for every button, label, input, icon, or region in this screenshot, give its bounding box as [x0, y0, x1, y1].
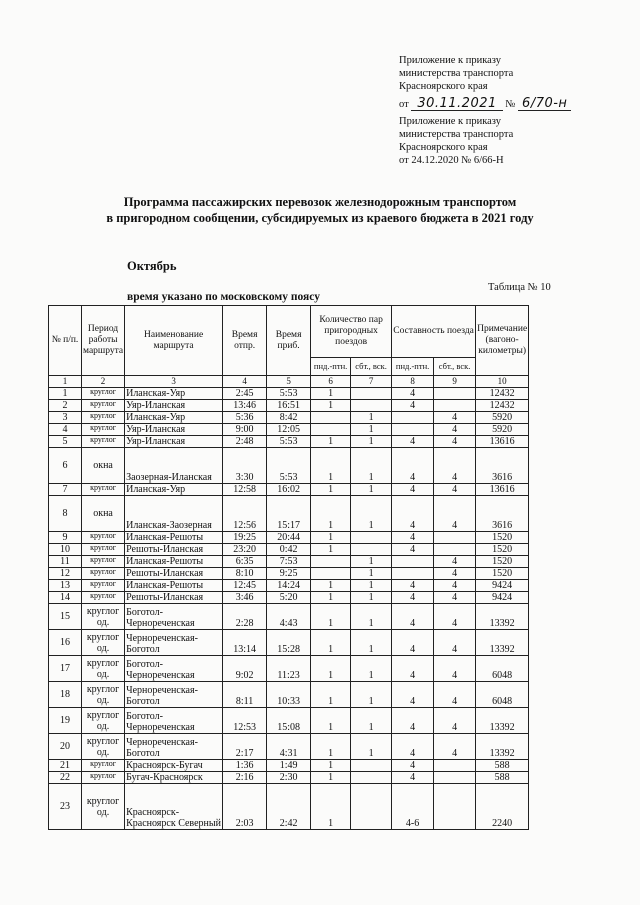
cell-route: Иланская-Решоты — [125, 532, 223, 544]
cell-route: Красноярск-Бугач — [125, 760, 223, 772]
cell-pairs-weekends — [351, 388, 392, 400]
cell-arrival: 16:02 — [267, 484, 311, 496]
cell-composition-weekdays: 4 — [392, 448, 434, 484]
cell-route: Боготол-Чернореченская — [125, 708, 223, 734]
cell-arrival: 4:31 — [267, 734, 311, 760]
approval-line: министерства транспорта — [399, 68, 514, 79]
column-number: 10 — [476, 376, 529, 388]
cell-pairs-weekdays: 1 — [311, 734, 351, 760]
cell-arrival: 5:53 — [267, 448, 311, 484]
cell-pairs-weekends: 1 — [351, 484, 392, 496]
cell-pairs-weekends: 1 — [351, 412, 392, 424]
header-train-pairs: Количество пар пригородных поездов — [311, 306, 392, 358]
cell-route: Чернореченская-Боготол — [125, 734, 223, 760]
cell-number: 14 — [49, 592, 82, 604]
cell-arrival: 1:49 — [267, 760, 311, 772]
header-num: № п/п. — [49, 306, 82, 376]
cell-pairs-weekdays: 1 — [311, 448, 351, 484]
cell-pairs-weekdays — [311, 424, 351, 436]
cell-pairs-weekdays: 1 — [311, 708, 351, 734]
table-row — [49, 734, 529, 760]
cell-pairs-weekends: 1 — [351, 592, 392, 604]
column-number: 2 — [82, 376, 125, 388]
column-number: 7 — [351, 376, 392, 388]
cell-arrival: 15:17 — [267, 496, 311, 532]
cell-number: 23 — [49, 784, 82, 830]
cell-arrival: 15:08 — [267, 708, 311, 734]
cell-composition-weekdays: 4 — [392, 436, 434, 448]
cell-pairs-weekends: 1 — [351, 630, 392, 656]
cell-pairs-weekdays: 1 — [311, 604, 351, 630]
header-weekends: сбт., вск. — [351, 358, 392, 376]
cell-period: круглог — [82, 556, 125, 568]
cell-period: круглог — [82, 388, 125, 400]
cell-pairs-weekends — [351, 772, 392, 784]
cell-route: Иланская-Решоты — [125, 556, 223, 568]
cell-composition-weekdays: 4 — [392, 656, 434, 682]
header-note: Примечание (вагоно-километры) — [476, 306, 529, 376]
cell-route: Иланская-Решоты — [125, 580, 223, 592]
cell-note: 5920 — [476, 424, 529, 436]
cell-number: 10 — [49, 544, 82, 556]
header-departure: Время отпр. — [223, 306, 267, 376]
cell-composition-weekends: 4 — [434, 448, 476, 484]
cell-departure: 2:45 — [223, 388, 267, 400]
table-row — [49, 484, 529, 496]
cell-note: 13616 — [476, 484, 529, 496]
schedule-rows — [49, 388, 529, 830]
cell-period: круглог од. — [82, 656, 125, 682]
cell-period: круглог од. — [82, 682, 125, 708]
cell-number: 8 — [49, 496, 82, 532]
cell-composition-weekdays: 4 — [392, 544, 434, 556]
cell-arrival: 10:33 — [267, 682, 311, 708]
cell-arrival: 2:42 — [267, 784, 311, 830]
cell-period: круглог од. — [82, 734, 125, 760]
cell-composition-weekdays: 4 — [392, 484, 434, 496]
cell-composition-weekdays: 4 — [392, 772, 434, 784]
cell-period: окна — [82, 496, 125, 532]
cell-pairs-weekdays: 1 — [311, 388, 351, 400]
cell-period: круглог — [82, 532, 125, 544]
cell-pairs-weekends: 1 — [351, 448, 392, 484]
timezone-note: время указано по московскому поясу — [127, 291, 320, 303]
cell-arrival: 20:44 — [267, 532, 311, 544]
cell-route: Иланская-Уяр — [125, 412, 223, 424]
cell-pairs-weekdays: 1 — [311, 532, 351, 544]
table-row — [49, 412, 529, 424]
table-row — [49, 400, 529, 412]
cell-period: круглог од. — [82, 630, 125, 656]
cell-pairs-weekends: 1 — [351, 682, 392, 708]
cell-note: 1520 — [476, 532, 529, 544]
header-period: Период работы маршрута — [82, 306, 125, 376]
cell-arrival: 9:25 — [267, 568, 311, 580]
cell-number: 9 — [49, 532, 82, 544]
cell-number: 4 — [49, 424, 82, 436]
cell-composition-weekdays: 4 — [392, 630, 434, 656]
cell-pairs-weekends: 1 — [351, 708, 392, 734]
header-arrival: Время приб. — [267, 306, 311, 376]
cell-period: круглог од. — [82, 784, 125, 830]
cell-route: Решоты-Иланская — [125, 568, 223, 580]
cell-pairs-weekends — [351, 784, 392, 830]
cell-arrival: 12:05 — [267, 424, 311, 436]
cell-number: 1 — [49, 388, 82, 400]
cell-route: Заозерная-Иланская — [125, 448, 223, 484]
cell-composition-weekends: 4 — [434, 592, 476, 604]
cell-composition-weekdays: 4 — [392, 682, 434, 708]
cell-arrival: 14:24 — [267, 580, 311, 592]
cell-composition-weekdays: 4 — [392, 532, 434, 544]
cell-composition-weekends: 4 — [434, 412, 476, 424]
cell-composition-weekends: 4 — [434, 604, 476, 630]
cell-departure: 2:03 — [223, 784, 267, 830]
cell-note: 5920 — [476, 412, 529, 424]
cell-number: 11 — [49, 556, 82, 568]
cell-route: Уяр-Иланская — [125, 400, 223, 412]
table-row — [49, 784, 529, 830]
table-row — [49, 448, 529, 484]
cell-composition-weekdays — [392, 412, 434, 424]
cell-number: 19 — [49, 708, 82, 734]
cell-number: 18 — [49, 682, 82, 708]
cell-pairs-weekends: 1 — [351, 656, 392, 682]
cell-composition-weekdays: 4 — [392, 760, 434, 772]
cell-period: круглог — [82, 436, 125, 448]
cell-composition-weekends: 4 — [434, 556, 476, 568]
cell-pairs-weekdays — [311, 568, 351, 580]
title-line-1: Программа пассажирских перевозок железнодорожным транспортом — [123, 195, 517, 209]
cell-arrival: 15:28 — [267, 630, 311, 656]
cell-departure: 2:28 — [223, 604, 267, 630]
cell-note: 12432 — [476, 400, 529, 412]
cell-note: 3616 — [476, 448, 529, 484]
table-row — [49, 592, 529, 604]
cell-arrival: 5:53 — [267, 436, 311, 448]
cell-departure: 19:25 — [223, 532, 267, 544]
cell-composition-weekends: 4 — [434, 436, 476, 448]
cell-route: Бугач-Красноярск — [125, 772, 223, 784]
cell-period: круглог — [82, 544, 125, 556]
cell-arrival: 5:20 — [267, 592, 311, 604]
cell-composition-weekends — [434, 760, 476, 772]
column-number: 6 — [311, 376, 351, 388]
order-date: 30.11.2021 — [411, 97, 502, 111]
cell-number: 17 — [49, 656, 82, 682]
cell-composition-weekdays — [392, 424, 434, 436]
cell-pairs-weekdays — [311, 412, 351, 424]
approval-line: Красноярского края — [399, 81, 488, 92]
column-number: 8 — [392, 376, 434, 388]
cell-arrival: 0:42 — [267, 544, 311, 556]
approval-line: от 24.12.2020 № 6/66-Н — [399, 155, 504, 166]
cell-composition-weekends: 4 — [434, 708, 476, 734]
cell-route: Уяр-Иланская — [125, 424, 223, 436]
column-number: 9 — [434, 376, 476, 388]
cell-composition-weekdays: 4 — [392, 388, 434, 400]
cell-route: Иланская-Заозерная — [125, 496, 223, 532]
cell-route: Решоты-Иланская — [125, 592, 223, 604]
cell-pairs-weekends: 1 — [351, 580, 392, 592]
document-title — [60, 194, 580, 226]
cell-number: 3 — [49, 412, 82, 424]
cell-pairs-weekdays: 1 — [311, 760, 351, 772]
cell-pairs-weekdays: 1 — [311, 484, 351, 496]
month-heading: Октябрь — [127, 259, 177, 273]
cell-composition-weekdays — [392, 568, 434, 580]
cell-note: 588 — [476, 760, 529, 772]
cell-pairs-weekdays: 1 — [311, 772, 351, 784]
cell-composition-weekdays — [392, 556, 434, 568]
cell-period: круглог — [82, 400, 125, 412]
header-weekdays: пнд.-птн. — [392, 358, 434, 376]
cell-composition-weekends — [434, 388, 476, 400]
cell-pairs-weekends: 1 — [351, 604, 392, 630]
table-row — [49, 388, 529, 400]
cell-period: круглог — [82, 772, 125, 784]
cell-pairs-weekends — [351, 400, 392, 412]
cell-pairs-weekends: 1 — [351, 436, 392, 448]
cell-number: 22 — [49, 772, 82, 784]
cell-arrival: 5:53 — [267, 388, 311, 400]
header-composition: Составность поезда — [392, 306, 476, 358]
order-number-sign: № — [505, 99, 516, 110]
cell-pairs-weekends: 1 — [351, 568, 392, 580]
cell-number: 20 — [49, 734, 82, 760]
cell-arrival: 7:53 — [267, 556, 311, 568]
cell-pairs-weekdays: 1 — [311, 682, 351, 708]
order-reference — [399, 97, 599, 111]
cell-departure: 12:45 — [223, 580, 267, 592]
cell-departure: 9:02 — [223, 656, 267, 682]
cell-departure: 13:46 — [223, 400, 267, 412]
cell-pairs-weekends: 1 — [351, 734, 392, 760]
header-weekdays: пнд.-птн. — [311, 358, 351, 376]
cell-composition-weekends: 4 — [434, 424, 476, 436]
cell-note: 13392 — [476, 604, 529, 630]
cell-pairs-weekends — [351, 532, 392, 544]
cell-number: 16 — [49, 630, 82, 656]
cell-pairs-weekdays: 1 — [311, 436, 351, 448]
cell-note: 6048 — [476, 682, 529, 708]
cell-composition-weekdays: 4 — [392, 734, 434, 760]
approval-line: Красноярского края — [399, 142, 488, 153]
cell-composition-weekdays: 4-6 — [392, 784, 434, 830]
header-route: Наименование маршрута — [125, 306, 223, 376]
cell-pairs-weekends: 1 — [351, 496, 392, 532]
cell-note: 9424 — [476, 580, 529, 592]
cell-arrival: 8:42 — [267, 412, 311, 424]
cell-route: Уяр-Иланская — [125, 436, 223, 448]
cell-pairs-weekends — [351, 544, 392, 556]
cell-note: 13392 — [476, 734, 529, 760]
cell-note: 3616 — [476, 496, 529, 532]
column-number: 5 — [267, 376, 311, 388]
table-row — [49, 656, 529, 682]
cell-period: круглог — [82, 592, 125, 604]
cell-composition-weekends: 4 — [434, 496, 476, 532]
cell-pairs-weekdays: 1 — [311, 496, 351, 532]
cell-departure: 2:16 — [223, 772, 267, 784]
approval-block — [399, 54, 599, 167]
cell-departure: 6:35 — [223, 556, 267, 568]
cell-period: окна — [82, 448, 125, 484]
cell-number: 12 — [49, 568, 82, 580]
cell-composition-weekdays: 4 — [392, 592, 434, 604]
cell-composition-weekends — [434, 400, 476, 412]
cell-pairs-weekends — [351, 760, 392, 772]
cell-period: круглог — [82, 568, 125, 580]
cell-period: круглог — [82, 412, 125, 424]
cell-departure: 12:53 — [223, 708, 267, 734]
cell-period: круглог — [82, 760, 125, 772]
cell-departure: 9:00 — [223, 424, 267, 436]
cell-route: Боготол-Чернореченская — [125, 604, 223, 630]
table-row — [49, 708, 529, 734]
column-number: 1 — [49, 376, 82, 388]
cell-composition-weekends: 4 — [434, 630, 476, 656]
cell-composition-weekends: 4 — [434, 682, 476, 708]
cell-arrival: 16:51 — [267, 400, 311, 412]
cell-note: 13392 — [476, 630, 529, 656]
approval-line: Приложение к приказу — [399, 55, 501, 66]
cell-route: Чернореченская-Боготол — [125, 630, 223, 656]
cell-pairs-weekends: 1 — [351, 424, 392, 436]
cell-composition-weekends — [434, 784, 476, 830]
cell-number: 21 — [49, 760, 82, 772]
cell-pairs-weekdays: 1 — [311, 592, 351, 604]
table-row — [49, 772, 529, 784]
cell-departure: 8:11 — [223, 682, 267, 708]
cell-composition-weekends — [434, 532, 476, 544]
table-row — [49, 436, 529, 448]
approval-line: Приложение к приказу — [399, 116, 501, 127]
cell-period: круглог од. — [82, 708, 125, 734]
cell-pairs-weekdays: 1 — [311, 544, 351, 556]
table-row — [49, 556, 529, 568]
cell-departure: 3:46 — [223, 592, 267, 604]
cell-note: 13392 — [476, 708, 529, 734]
table-row — [49, 544, 529, 556]
table-row — [49, 424, 529, 436]
title-line-2: в пригородном сообщении, субсидируемых из краевого бюджета в 2021 году — [106, 211, 534, 225]
cell-period: круглог од. — [82, 604, 125, 630]
cell-departure: 12:58 — [223, 484, 267, 496]
approval-line: министерства транспорта — [399, 129, 514, 140]
header-weekends: сбт., вск. — [434, 358, 476, 376]
cell-note: 9424 — [476, 592, 529, 604]
cell-departure: 23:20 — [223, 544, 267, 556]
cell-number: 2 — [49, 400, 82, 412]
cell-departure: 2:17 — [223, 734, 267, 760]
cell-composition-weekends: 4 — [434, 580, 476, 592]
cell-composition-weekends — [434, 544, 476, 556]
cell-departure: 12:56 — [223, 496, 267, 532]
cell-departure: 13:14 — [223, 630, 267, 656]
cell-arrival: 2:30 — [267, 772, 311, 784]
cell-route: Иланская-Уяр — [125, 484, 223, 496]
cell-period: круглог — [82, 424, 125, 436]
cell-composition-weekdays: 4 — [392, 496, 434, 532]
cell-number: 13 — [49, 580, 82, 592]
cell-route: Боготол-Чернореченская — [125, 656, 223, 682]
cell-period: круглог — [82, 580, 125, 592]
cell-note: 1520 — [476, 544, 529, 556]
cell-departure: 1:36 — [223, 760, 267, 772]
cell-departure: 8:10 — [223, 568, 267, 580]
schedule-table — [48, 305, 529, 830]
cell-number: 15 — [49, 604, 82, 630]
cell-composition-weekdays: 4 — [392, 604, 434, 630]
cell-departure: 2:48 — [223, 436, 267, 448]
cell-departure: 3:30 — [223, 448, 267, 484]
cell-pairs-weekdays — [311, 556, 351, 568]
column-number: 3 — [125, 376, 223, 388]
order-prefix: от — [399, 99, 409, 110]
cell-pairs-weekdays: 1 — [311, 580, 351, 592]
cell-arrival: 11:23 — [267, 656, 311, 682]
cell-note: 13616 — [476, 436, 529, 448]
cell-note: 6048 — [476, 656, 529, 682]
cell-note: 588 — [476, 772, 529, 784]
table-row — [49, 630, 529, 656]
cell-composition-weekdays: 4 — [392, 708, 434, 734]
cell-pairs-weekdays: 1 — [311, 656, 351, 682]
cell-composition-weekends: 4 — [434, 484, 476, 496]
table-row — [49, 604, 529, 630]
cell-composition-weekends — [434, 772, 476, 784]
cell-route: Иланская-Уяр — [125, 388, 223, 400]
cell-departure: 5:36 — [223, 412, 267, 424]
table-row — [49, 580, 529, 592]
cell-pairs-weekends: 1 — [351, 556, 392, 568]
cell-number: 5 — [49, 436, 82, 448]
cell-composition-weekdays: 4 — [392, 400, 434, 412]
cell-composition-weekends: 4 — [434, 734, 476, 760]
cell-number: 6 — [49, 448, 82, 484]
cell-pairs-weekdays: 1 — [311, 630, 351, 656]
table-row — [49, 568, 529, 580]
cell-period: круглог — [82, 484, 125, 496]
cell-number: 7 — [49, 484, 82, 496]
cell-route: Чернореченская-Боготол — [125, 682, 223, 708]
cell-note: 1520 — [476, 568, 529, 580]
cell-composition-weekends: 4 — [434, 568, 476, 580]
order-number: 6/70-н — [518, 97, 571, 111]
cell-note: 2240 — [476, 784, 529, 830]
cell-arrival: 4:43 — [267, 604, 311, 630]
cell-composition-weekdays: 4 — [392, 580, 434, 592]
cell-note: 12432 — [476, 388, 529, 400]
cell-composition-weekends: 4 — [434, 656, 476, 682]
cell-pairs-weekdays: 1 — [311, 400, 351, 412]
table-row — [49, 532, 529, 544]
cell-pairs-weekdays: 1 — [311, 784, 351, 830]
table-row — [49, 682, 529, 708]
table-row — [49, 496, 529, 532]
cell-route: Решоты-Иланская — [125, 544, 223, 556]
table-number: Таблица № 10 — [488, 282, 551, 293]
cell-route: Красноярск-Красноярск Северный — [125, 784, 223, 830]
column-number: 4 — [223, 376, 267, 388]
cell-note: 1520 — [476, 556, 529, 568]
table-row — [49, 760, 529, 772]
